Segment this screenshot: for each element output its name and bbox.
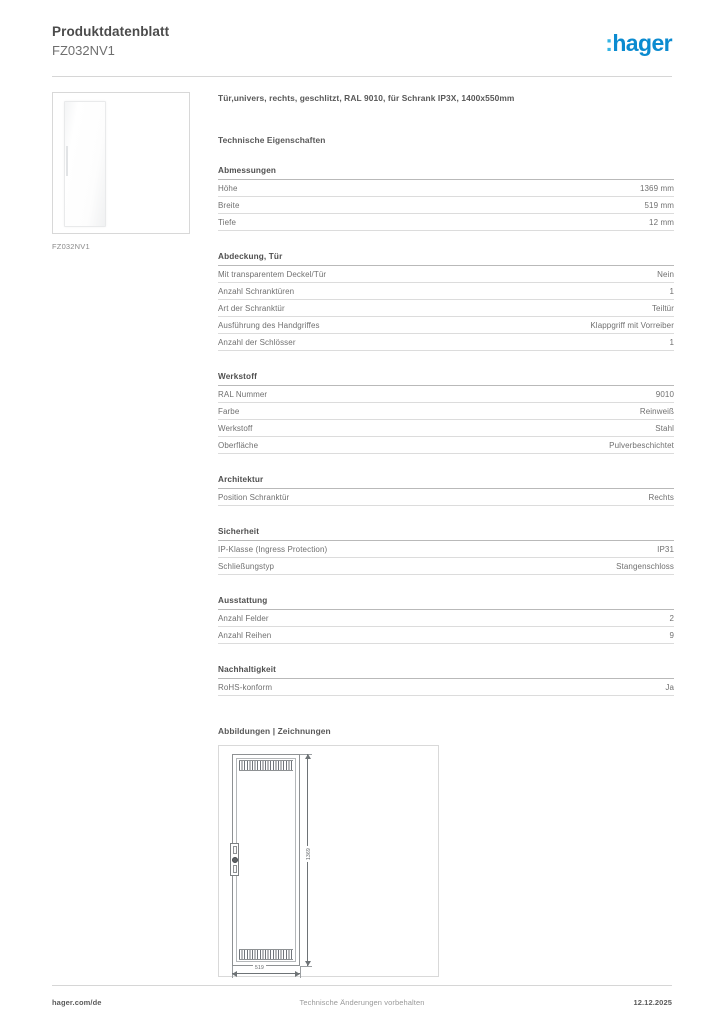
spec-row [218,627,674,644]
spec-label: Oberfläche [218,441,259,450]
spec-label: Position Schranktür [218,493,290,502]
ventilation-slots-top [239,760,293,771]
spec-label: Höhe [218,184,238,193]
logo-colon-icon: : [605,30,613,56]
product-image [52,92,190,234]
spec-label: RoHS-konform [218,683,273,692]
spec-value: Rechts [648,493,674,502]
spec-group-title: Werkstoff [218,372,674,386]
spec-row [218,489,674,506]
height-dimension-label: 1369 [305,848,312,860]
spec-label: Ausführung des Handgriffes [218,321,320,330]
ventilation-slots-bottom [239,949,293,960]
spec-label: Art der Schranktür [218,304,285,313]
footer-date: 12.12.2025 [633,997,672,1007]
spec-row [218,386,674,403]
spec-value: Reinweiß [639,407,674,416]
spec-group [218,475,674,506]
spec-value: Pulverbeschichtet [609,441,674,450]
spec-row [218,300,674,317]
spec-label: RAL Nummer [218,390,268,399]
page-footer [52,995,672,1009]
spec-row [218,266,674,283]
spec-label: Anzahl Reihen [218,631,272,640]
spec-value: 9 [669,631,674,640]
spec-row [218,334,674,351]
spec-row [218,679,674,696]
spec-value: 1369 mm [639,184,674,193]
cabinet-inner-outline [236,758,296,962]
spec-group [218,665,674,696]
product-description: Tür,univers, rechts, geschlitzt, RAL 9010, für Schrank IP3X, 1400x550mm [218,93,515,103]
spec-row [218,197,674,214]
spec-row [218,180,674,197]
width-dimension-line [232,973,300,974]
spec-value: 1 [669,287,674,296]
handle-slot-upper [233,846,237,854]
spec-group-title: Abdeckung, Tür [218,252,674,266]
technical-drawing [218,745,439,977]
spec-label: Schließungstyp [218,562,275,571]
spec-label: Mit transparentem Deckel/Tür [218,270,327,279]
spec-value: Klappgriff mit Vorreiber [590,321,674,330]
handle-slot-lower [233,865,237,873]
door-handle [230,843,239,876]
spec-label: Anzahl Felder [218,614,269,623]
spec-value: 519 mm [644,201,674,210]
spec-group [218,252,674,351]
spec-group [218,527,674,575]
page-title: Produktdatenblatt [52,24,170,39]
spec-value: 9010 [655,390,674,399]
footer-website[interactable]: hager.com/de [52,997,102,1007]
spec-label: Werkstoff [218,424,253,433]
cabinet-outline [232,754,300,966]
spec-label: Anzahl der Schlösser [218,338,296,347]
logo-wordmark: hager [612,30,672,56]
page-header [52,24,672,72]
spec-label: Farbe [218,407,240,416]
dimension-extension-right [300,966,301,978]
spec-row [218,541,674,558]
spec-value: Teiltür [651,304,674,313]
spec-group-title: Architektur [218,475,674,489]
cabinet-door-photo [64,101,106,227]
spec-value: Stahl [655,424,674,433]
spec-group-title: Nachhaltigkeit [218,665,674,679]
spec-row [218,317,674,334]
spec-row [218,437,674,454]
drawings-heading: Abbildungen | Zeichnungen [218,726,331,736]
spec-group-title: Ausstattung [218,596,674,610]
spec-group [218,596,674,644]
technical-properties-heading: Technische Eigenschaften [218,135,326,145]
spec-value: Stangenschloss [616,562,674,571]
spec-row [218,283,674,300]
spec-label: Breite [218,201,240,210]
spec-group [218,372,674,454]
spec-value: Ja [665,683,674,692]
header-divider [52,76,672,77]
width-dimension-label: 519 [255,965,264,971]
spec-row [218,610,674,627]
spec-group-title: Sicherheit [218,527,674,541]
footer-divider [52,985,672,986]
spec-row [218,420,674,437]
spec-row [218,403,674,420]
spec-value: IP31 [657,545,674,554]
spec-group [218,166,674,231]
spec-row [218,214,674,231]
hager-logo [605,30,672,56]
spec-value: 12 mm [649,218,674,227]
product-image-caption: FZ032NV1 [52,242,90,251]
footer-disclaimer: Technische Änderungen vorbehalten [299,997,425,1007]
product-reference: FZ032NV1 [52,43,115,58]
spec-value: Nein [657,270,674,279]
spec-row [218,558,674,575]
lock-icon [232,857,238,863]
dimension-extension-bottom [300,966,312,967]
spec-group-title: Abmessungen [218,166,674,180]
specifications-content [218,92,674,977]
spec-value: 2 [669,614,674,623]
spec-label: Tiefe [218,218,236,227]
spec-label: IP-Klasse (Ingress Protection) [218,545,328,554]
spec-value: 1 [669,338,674,347]
spec-groups [218,166,674,696]
spec-label: Anzahl Schranktüren [218,287,295,296]
